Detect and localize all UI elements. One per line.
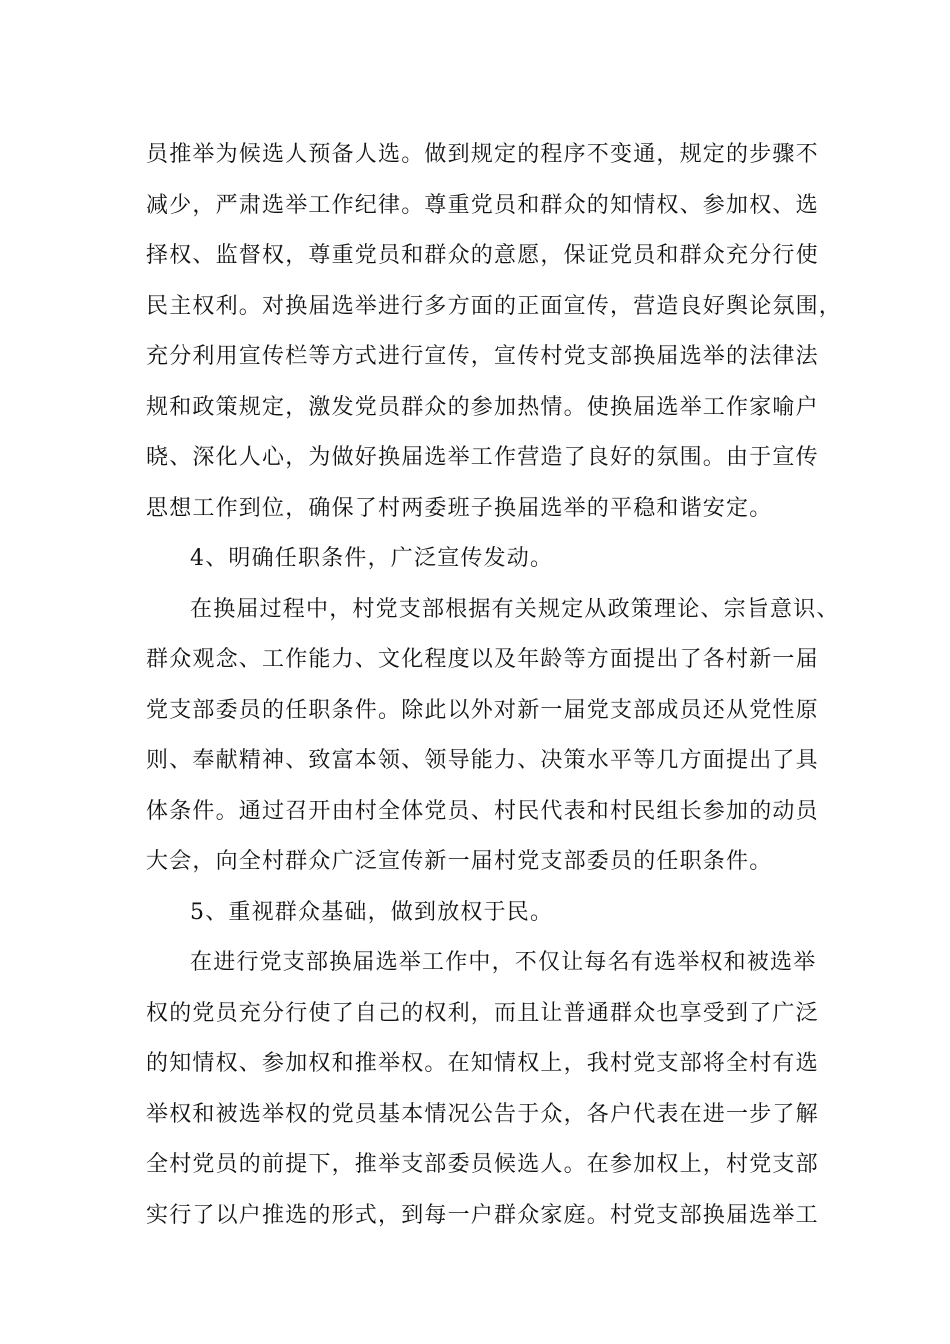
text-line: 减少，严肃选举工作纪律。尊重党员和群众的知情权、参加权、选 [146, 192, 819, 218]
text-line: 大会，向全村群众广泛宣传新一届村党支部委员的任职条件。 [146, 849, 773, 874]
text-line: 4、明确任职条件，广泛宣传发动。 [190, 546, 554, 571]
text-line: 则、奉献精神、致富本领、领导能力、决策水平等几方面提出了具 [146, 748, 819, 773]
text-line: 民主权利。对换届选举进行多方面的正面宣传，营造良好舆论氛围， [146, 293, 843, 319]
text-line: 党支部委员的任职条件。除此以外对新一届党支部成员还从党性原 [146, 697, 819, 723]
document-body [146, 130, 843, 1241]
text-line: 群众观念、工作能力、文化程度以及年龄等方面提出了各村新一届 [146, 647, 819, 672]
text-line: 实行了以户推选的形式，到每一户群众家庭。村党支部换届选举工 [146, 1202, 819, 1228]
text-line: 在进行党支部换届选举工作中，不仅让每名有选举权和被选举 [190, 950, 817, 975]
text-line: 晓、深化人心，为做好换届选举工作营造了良好的氛围。由于宣传 [146, 445, 819, 470]
text-line: 思想工作到位，确保了村两委班子换届选举的平稳和谐安定。 [146, 495, 773, 521]
text-line: 充分利用宣传栏等方式进行宣传，宣传村党支部换届选举的法律法 [146, 344, 819, 369]
text-line: 全村党员的前提下，推举支部委员候选人。在参加权上，村党支部 [146, 1152, 819, 1177]
text-line: 在换届过程中，村党支部根据有关规定从政策理论、宗旨意识、 [190, 596, 840, 622]
text-line: 择权、监督权，尊重党员和群众的意愿，保证党员和群众充分行使 [146, 243, 819, 268]
text-line: 权的党员充分行使了自己的权利，而且让普通群众也享受到了广泛 [146, 1000, 819, 1026]
text-line: 举权和被选举权的党员基本情况公告于众，各户代表在进一步了解 [146, 1101, 819, 1127]
text-line: 的知情权、参加权和推举权。在知情权上，我村党支部将全村有选 [146, 1051, 819, 1076]
text-line: 体条件。通过召开由村全体党员、村民代表和村民组长参加的动员 [146, 798, 819, 824]
text-line: 员推举为候选人预备人选。做到规定的程序不变通，规定的步骤不 [146, 142, 819, 167]
text-line: 规和政策规定，激发党员群众的参加热情。使换届选举工作家喻户 [146, 394, 819, 420]
text-line: 5、重视群众基础，做到放权于民。 [190, 899, 554, 925]
